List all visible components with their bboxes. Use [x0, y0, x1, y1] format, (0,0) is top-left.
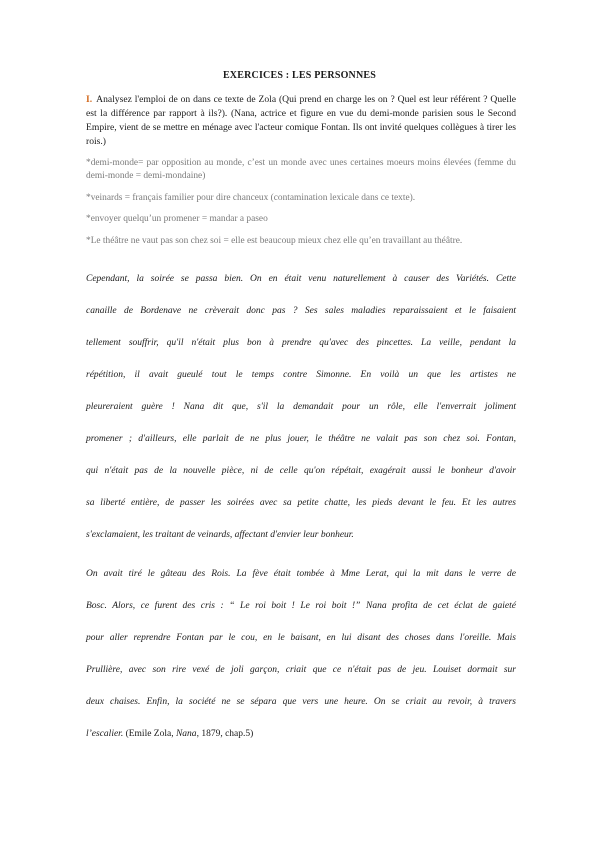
- note-veinards: *veinards = français familier pour dire chanceux (contamination lexicale dans ce texte).: [86, 193, 416, 203]
- paragraph-line: promener ; d'ailleurs, elle parlait de ne plus jouer, le théâtre ne valait pas son chez soi. Fontan,: [86, 434, 516, 444]
- exercise-instruction: [86, 93, 516, 149]
- paragraph-line: Bosc. Alors, ce furent des cris : “ Le roi boit ! Le roi boit !” Nana profita de cet éclat de gaieté: [86, 601, 516, 611]
- citation-work: Nana: [175, 729, 197, 739]
- excerpt-paragraph-2: [86, 567, 516, 759]
- exercise-text: Analysez l'emploi de on dans ce texte de Zola (Qui prend en charge les on ? Quel est leur référent ? Quelle est la différence par rapport à ils?). (Nana, actrice et figure en vue du demi-monde parisien sous le Second Empire, vient de se mettre en ménage avec l'acteur comique Fontan. Ils ont invité quelques collègues à tirer les rois.): [86, 94, 516, 147]
- paragraph-line: canaille de Bordenave ne crèverait donc pas ? Ses sales maladies reparaissaient et le faisaient: [86, 306, 516, 316]
- note-theatre: *Le théâtre ne vaut pas son chez soi = elle est beaucoup mieux chez elle qu’en travaillant au théâtre.: [86, 236, 463, 246]
- paragraph-line: l’escalier.: [86, 729, 124, 739]
- citation: [126, 729, 254, 739]
- paragraph-line: Prullière, avec son rire vexé de joli garçon, criait que ce n'était pas de jeu. Louiset dormait sur: [86, 665, 516, 675]
- note-envoyer-promener: *envoyer quelqu’un promener = mandar a paseo: [86, 214, 268, 224]
- paragraph-line: Cependant, la soirée se passa bien. On en était venu naturellement à causer des Variétés. Cette: [86, 274, 516, 284]
- paragraph-line: deux chaises. Enfin, la société ne se sépara que vers une heure. On se criait au revoir, à travers: [86, 697, 516, 707]
- citation-prefix: (Emile Zola,: [125, 729, 176, 739]
- paragraph-line: sa liberté entière, de passer les soirées avec sa petite chatte, les pieds devant le feu. Et les autres: [86, 498, 516, 508]
- paragraph-line: pleureraient guère ! Nana dit que, s'il la demandait pour un rôle, elle l'enverrait joliment: [86, 402, 516, 412]
- paragraph-line: pour aller reprendre Fontan par le cou, en le baisant, en lui disant des choses dans l'oreille. Mais: [86, 633, 516, 643]
- paragraph-line: qui n'était pas de la nouvelle pièce, ni de celle qu'on répétait, exagérait aussi le bonheur d'avoir: [86, 466, 516, 476]
- paragraph-line: répétition, il avait gueulé tout le temps contre Simonne. En voilà un que les artistes ne: [86, 370, 516, 380]
- note-demi-monde: *demi-monde= par opposition au monde, c’est un monde avec unes certaines moeurs moins élevées (femme du demi-monde = demi-mondaine): [86, 158, 516, 181]
- excerpt-paragraph-1: [86, 272, 516, 560]
- paragraph-line: tellement souffrir, qu'il n'était plus bon à prendre qu'avec des pincettes. La veille, pendant la: [86, 338, 516, 348]
- citation-suffix: , 1879, chap.5): [196, 729, 254, 739]
- paragraph-line: s'exclamaient, les traitant de veinards, affectant d'envier leur bonheur.: [86, 530, 354, 540]
- page-title: EXERCICES : LES PERSONNES: [222, 70, 377, 81]
- exercise-number: I.: [86, 94, 93, 105]
- paragraph-line-final: [86, 727, 516, 759]
- paragraph-line: On avait tiré le gâteau des Rois. La fève était tombée à Mme Lerat, qui la mit dans le verre de: [86, 569, 516, 579]
